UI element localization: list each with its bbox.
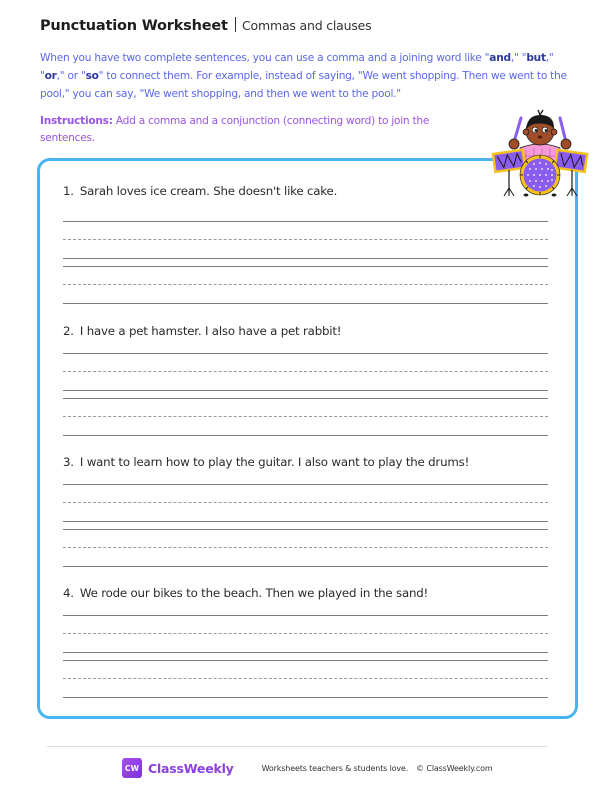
writing-line-top[interactable] (63, 660, 548, 661)
question-text: Sarah loves ice cream. She doesn't like cake. (79, 184, 338, 198)
footer-divider (47, 746, 547, 747)
question-number: 2. (63, 324, 74, 338)
writing-line-base[interactable] (63, 521, 548, 522)
writing-line-base[interactable] (63, 258, 548, 259)
footer (122, 758, 493, 778)
classweekly-logo-icon: CW (122, 758, 142, 778)
writing-line-base[interactable] (63, 390, 548, 391)
question-text: I have a pet hamster. I also have a pet rabbit! (79, 324, 342, 338)
intro-text: ," or " (56, 70, 86, 82)
instructions-label: Instructions: (40, 115, 113, 127)
footer-tagline: Worksheets teachers & students love. (261, 763, 409, 773)
title-separator (235, 17, 236, 32)
question-number: 3. (63, 455, 74, 469)
keyword-so: so (85, 70, 99, 82)
writing-line-mid (63, 633, 548, 634)
question-1 (63, 184, 337, 198)
writing-line-base[interactable] (63, 566, 548, 567)
footer-copyright: © ClassWeekly.com (416, 763, 493, 773)
question-4 (63, 586, 428, 600)
worksheet-subtitle: Commas and clauses (242, 18, 372, 33)
question-3 (63, 455, 469, 469)
writing-line-mid (63, 284, 548, 285)
writing-line-mid (63, 416, 548, 417)
writing-line-mid (63, 239, 548, 240)
writing-line-top[interactable] (63, 615, 548, 616)
writing-line-top[interactable] (63, 529, 548, 530)
worksheet-title: Punctuation Worksheet (40, 18, 228, 34)
writing-line-base[interactable] (63, 697, 548, 698)
writing-line-base[interactable] (63, 303, 548, 304)
writing-line-base[interactable] (63, 652, 548, 653)
writing-line-top[interactable] (63, 484, 548, 485)
writing-line-mid (63, 547, 548, 548)
writing-line-mid (63, 371, 548, 372)
worksheet-header (40, 15, 371, 36)
question-number: 1. (63, 184, 74, 198)
intro-text: ," " (510, 52, 527, 64)
writing-line-top[interactable] (63, 266, 548, 267)
keyword-but: but (526, 52, 546, 64)
writing-line-top[interactable] (63, 221, 548, 222)
brand-name: ClassWeekly (148, 760, 234, 776)
answer-box (37, 158, 578, 719)
intro-text: ," " (40, 52, 554, 82)
question-text: I want to learn how to play the guitar. I also want to play the drums! (79, 455, 470, 469)
question-text: We rode our bikes to the beach. Then we played in the sand! (79, 586, 429, 600)
writing-line-top[interactable] (63, 398, 548, 399)
writing-line-base[interactable] (63, 435, 548, 436)
writing-line-top[interactable] (63, 353, 548, 354)
intro-paragraph (40, 49, 580, 103)
instructions (40, 113, 460, 147)
keyword-and: and (489, 52, 511, 64)
keyword-or: or (44, 70, 57, 82)
drummer-icon (490, 104, 590, 202)
question-2 (63, 324, 341, 338)
writing-line-mid (63, 678, 548, 679)
writing-line-mid (63, 502, 548, 503)
question-number: 4. (63, 586, 74, 600)
intro-text: When you have two complete sentences, you can use a comma and a joining word like " (40, 52, 490, 64)
intro-text: " to connect them. For example, instead of saying, "We went shopping. Then we went to the pool," you can say, "We went shopping, and then we went to the pool." (40, 70, 567, 100)
instructions-text: Add a comma and a conjunction (connecting word) to join the sentences. (40, 115, 430, 144)
